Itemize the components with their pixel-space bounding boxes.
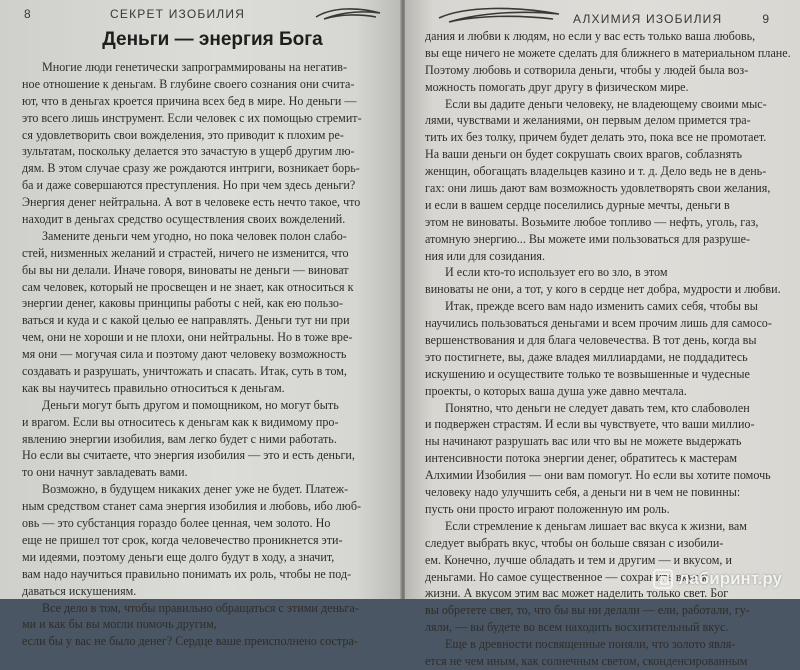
text-line: На ваши деньги он будет сокрушать своих врагов, соблазнять [425, 147, 743, 162]
left-page [0, 0, 403, 649]
text-line: вершенствования и для блага человечества. В тот день, когда вы [425, 333, 757, 348]
text-line: сам человек, который не просвещен и не знает, как относиться к [22, 279, 354, 294]
right-page-number: 9 [762, 12, 770, 26]
text-line: если бы у вас не было денег? Сердце ваше преисполнено состра- [22, 634, 358, 649]
text-line: Понятно, что деньги не следует давать тем, кто слабоволен [445, 400, 750, 415]
left-running-header [22, 3, 385, 25]
text-line: стей, низменных желаний и страстей, ничего не изменится, что [22, 245, 349, 260]
text-line: мя они — могучая сила и поэтому дают человеку возможность [22, 347, 347, 362]
text-line: чем, они не хороши и не плохи, они нейтральны. Но в тоже вре- [22, 330, 353, 345]
text-line: ным средством станет сама энергия изобилия и любовь, ибо люб- [22, 499, 362, 514]
text-line: и подвержен страстям. И если вы чувствуете, что ваши миллио- [425, 417, 755, 432]
text-line: это постигнете, вы, даже владея миллиардами, не поддадитесь [425, 349, 748, 364]
text-line: женщин, обогащать владельцев казино и т. д. Дело ведь не в день- [425, 164, 767, 179]
chapter-heading: Деньги — энергия Бога [102, 29, 323, 50]
text-line: ми идеями, поэтому деньги еще долго будут в ходу, а значит, [22, 549, 335, 564]
text-line: научились пользоваться деньгами и всем прочим лишь для самосо- [425, 316, 772, 331]
text-line: явлению энергии изобилия, вам легко будет с ними работать. [22, 431, 337, 446]
left-body-text [22, 59, 385, 650]
text-line: деньгами. Но самое существенное — сохранить вкус к [425, 569, 708, 584]
text-line: лями, чувствами и желаниями, он первым делом примется тра- [425, 113, 751, 128]
text-line: Алхимии Изобилия — они вам помогут. Но если вы хотите помочь [425, 468, 771, 483]
text-line: ют, что в деньгах кроется причина всех бед в мире. Но деньги — [22, 93, 357, 108]
text-line: энергии денег, каковы принципы работы с ней, как ею пользо- [22, 296, 343, 311]
text-line: Энергия денег нейтральна. А вот в человеке есть нечто такое, что [22, 195, 361, 210]
labyrinth-logo-icon [653, 569, 673, 589]
text-line: Поэтому любовь и сотворила деньги, чтобы у людей была воз- [425, 62, 749, 77]
text-line: то они начнут завладевать вами. [22, 465, 188, 480]
text-line: ем. Конечно, лучше обладать и тем и другим — и вкусом, и [425, 552, 732, 567]
text-line: тить их без толку, причем будет делать это, пока все не промотает. [425, 130, 767, 145]
text-line: Если стремление к деньгам лишает вас вкуса к жизни, вам [445, 518, 747, 533]
text-line: ется не чем иным, как солнечным светом, сконденсированным [425, 653, 748, 668]
text-line: создавать и разрушать, уничтожать и спасать. Итак, суть в том, [22, 364, 347, 379]
text-line: и врагом. Если вы относитесь к деньгам как к видимому про- [22, 414, 339, 429]
text-line: Все дело в том, чтобы правильно обращаться с этими деньга- [42, 600, 359, 615]
text-line: этом не виноваты. Возьмите любое топливо — нефть, уголь, газ, [425, 214, 759, 229]
text-line: вы обретете свет, то, что бы вы ни делали — ели, работали, гу- [425, 603, 750, 618]
right-running-title: АЛХИМИЯ ИЗОБИЛИЯ [573, 12, 723, 26]
right-running-header [425, 0, 774, 28]
text-line: вы еще ничего не можете сделать для ближнего в материальном плане. [425, 45, 791, 60]
text-line: гах: они лишь дают вам возможность удовлетворять свои желания, [425, 181, 771, 196]
text-line: и если в вашем сердце поселились дурные мечты, деньги в [425, 197, 730, 212]
text-line: это всего лишь инструмент. Если человек с их помощью стремит- [22, 110, 362, 125]
swash-ornament-icon [314, 5, 384, 23]
text-line: атомную энергию... Вы можете ими пользоваться для разруше- [425, 231, 750, 246]
text-line: Но если вы считаете, что энергия изобилия — это и есть деньги, [22, 448, 355, 463]
text-line: Если вы дадите деньги человеку, не владеющему своими мыс- [445, 96, 767, 111]
text-line: дания и любви к людям, но если у вас есть только ваша любовь, [425, 29, 756, 43]
text-line: можность помогать друг другу в физическом мире. [425, 79, 689, 94]
text-line: даваться искушениям. [22, 583, 137, 598]
text-line: следует выбрать вкус, чтобы он больше связан с изобили- [425, 535, 724, 550]
text-line: пусть они просто играют положенную им роль. [425, 501, 670, 516]
text-line: находит в деньгах средство осуществления своих вожделений. [22, 212, 346, 227]
text-line: овь — это субстанция гораздо более ценная, чем золото. Но [22, 516, 331, 531]
text-line: ваться и куда и с какой целью ее направлять. Деньги тут ни при [22, 313, 350, 328]
text-line: ми и как бы вы могли помочь другим, [22, 617, 217, 632]
text-line: как вы научитесь правильно относиться к деньгам. [22, 380, 285, 395]
text-line: Замените деньги чем угодно, но пока человек полон слабо- [42, 228, 347, 243]
text-line: ны начинают разрушать вас или что вы не можете выдержать [425, 434, 742, 449]
watermark [653, 569, 782, 589]
left-page-number: 8 [24, 7, 32, 21]
watermark-text: лабиринт.ру [678, 569, 782, 588]
text-line: проекты, о которых ваша душа уже давно мечтала. [425, 383, 687, 398]
text-line: ное отношение к деньгам. В глубине своего сознания они счита- [22, 76, 355, 91]
text-line: ба и даже совершаются преступления. Но при чем здесь деньги? [22, 178, 356, 193]
text-line: человеку надо улучшить себя, а деньги ни в чем не повинны: [425, 485, 741, 500]
text-line: Возможно, в будущем никаких денег уже не будет. Платеж- [42, 482, 349, 497]
text-line: дям. В этом случае сразу же рождаются интриги, возникает борь- [22, 161, 360, 176]
text-line: зультатам, поскольку делается это зачастую в ущерб другим лю- [22, 144, 355, 159]
text-line: Еще в древности посвященные поняли, что золото явля- [445, 637, 736, 652]
text-line: бы вы ни делали. Иначе говоря, виноваты не деньги — виноват [22, 262, 349, 277]
right-page [405, 0, 800, 668]
text-line: Многие люди генетически запрограммированы на негатив- [42, 60, 348, 74]
text-line: ния или для созидания. [425, 248, 546, 263]
text-line: еще не пришел тот срок, когда человечество проникнется эти- [22, 532, 343, 547]
text-line: Деньги могут быть другом и помощником, но могут быть [42, 397, 339, 412]
text-line: Итак, прежде всего вам надо изменить самих себя, чтобы вы [445, 299, 758, 314]
left-running-title: СЕКРЕТ ИЗОБИЛИЯ [110, 7, 246, 21]
text-line: вам надо научиться правильно понимать их роль, чтобы не под- [22, 566, 352, 581]
swash-ornament-icon [435, 4, 565, 26]
text-line: виноваты не они, а тот, у кого в сердце нет добра, мудрости и любви. [425, 282, 781, 297]
text-line: ся удовлетворить свои вожделения, это приводит к плохим ре- [22, 127, 344, 142]
text-line: искушению и осуществите только те возвышенные и чудесные [425, 366, 750, 381]
text-line: интенсивности потока энергии денег, обратитесь к мастерам [425, 451, 738, 466]
text-line: ляли, — вы будете во всем находить восхитительный вкус. [425, 620, 729, 635]
text-line: И если кто-то использует его во зло, в этом [445, 265, 668, 280]
text-line: жизни. А вкусом этим вас может наделить только свет. Бог [425, 586, 729, 601]
